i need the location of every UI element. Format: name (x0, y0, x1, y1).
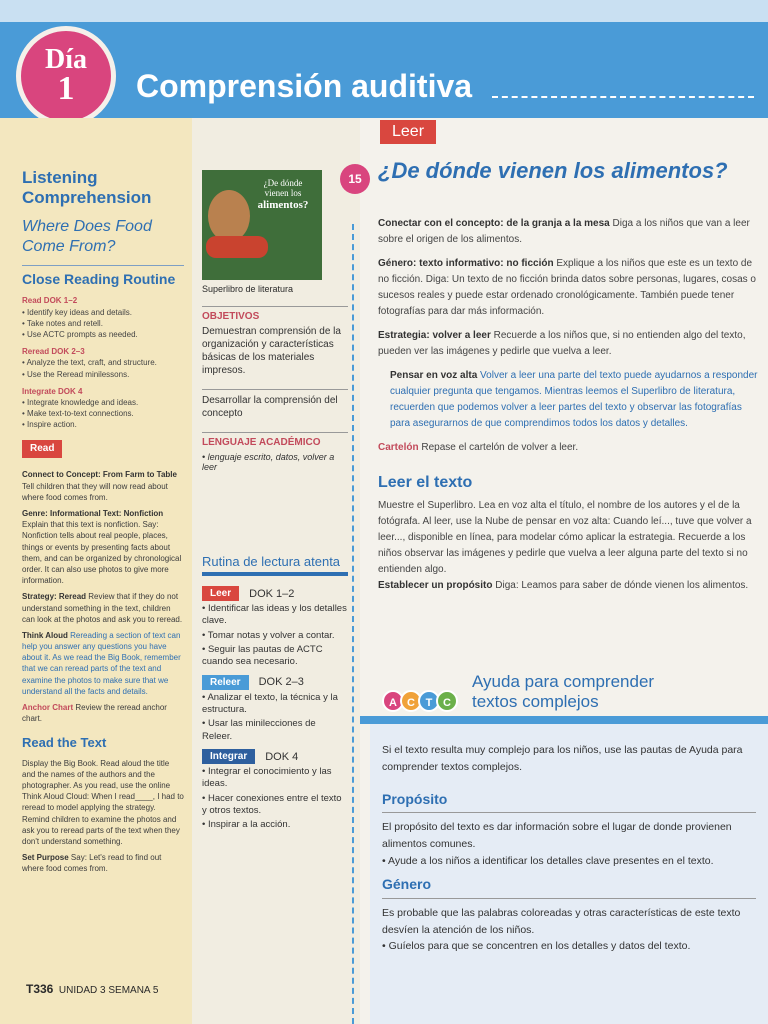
conectar-paragraph (378, 216, 760, 248)
proposito-text: El propósito del texto es dar información sobre el lugar de donde provienen alimentos comunes. (382, 820, 732, 850)
connect-label: Connect to Concept: From Farm to Table (22, 470, 177, 480)
actc-icon (382, 690, 454, 712)
day-badge (16, 26, 116, 126)
ayuda-heading (472, 672, 654, 713)
actc-letter: C (400, 690, 422, 712)
actc-band (360, 716, 768, 724)
book-cover-title-line: alimentos? (257, 198, 309, 211)
child-face (208, 190, 250, 242)
leer-item: • Tomar notas y volver a contar. (202, 629, 335, 641)
anchor-chart-paragraph (22, 702, 184, 724)
listening-heading-line-2: Comprehension (22, 188, 152, 208)
genero-text: Explique a los niños que este es un texto de no ficción. Diga: Un texto de no ficción brinda datos sobre personas, lugares, cosas o sucesos reales y puede estar ordenado cronológicamente. También puede tener fotografías para dar más información. (378, 258, 756, 317)
genre-label: Genre: Informational Text: Nonfiction (22, 509, 164, 518)
strategy-text: Review that if they do not understand something in the text, children can look at the photos and ask you to reread. (22, 592, 183, 624)
integrar-item: • Inspirar a la acción. (202, 819, 291, 831)
cartelon-label: Cartelón (378, 442, 419, 453)
objetivo-text: Demuestran comprensión de la organización y características básicas de los materiales impresos. (202, 326, 341, 376)
day-number: 1 (57, 70, 75, 108)
integrar-tag: Integrar (202, 749, 255, 764)
genero-paragraph (378, 256, 760, 320)
genero-bullet: • Guíelos para que se concentren en los detalles y datos del texto. (382, 940, 691, 953)
lesson-body (378, 208, 760, 594)
routine-read-label: Read (22, 296, 42, 306)
page-number: T336 (26, 982, 54, 996)
routine-integrate-item: • Integrate knowledge and ideas. (22, 397, 139, 407)
conectar-label: Conectar con el concepto: de la granja a la mesa (378, 218, 610, 229)
leer-el-texto-heading: Leer el texto (378, 474, 473, 491)
top-band-light (0, 0, 768, 22)
routine-reread-item: • Analyze the text, craft, and structure. (22, 358, 157, 368)
page-footer (26, 982, 158, 996)
anchor-chart-label: Anchor Chart (22, 703, 74, 712)
complex-intro: Si el texto resulta muy complejo para los niños, use las pautas de Ayuda para comprender textos complejos. (382, 744, 743, 773)
establecer-label: Establecer un propósito (378, 579, 493, 591)
divider (382, 812, 756, 813)
routine-integrate-heading (22, 386, 184, 397)
integrar-item: • Hacer conexiones entre el texto y otros textos. (202, 792, 342, 817)
proposito-bullet: • Ayude a los niños a identificar los detalles clave presentes en el texto. (382, 854, 714, 867)
releer-item: • Usar las minilecciones de Releer. (202, 718, 316, 742)
strategy-paragraph (22, 591, 184, 625)
divider (202, 432, 348, 433)
releer-item: • Analizar el texto, la técnica y la estructura. (202, 691, 338, 716)
genero-box-text: Es probable que las palabras coloreadas y otras características de este texto desvíen la atención de los niños. (382, 906, 741, 936)
leer-dok: DOK 1–2 (249, 587, 295, 600)
book-cover-title-line: ¿De dónde (263, 178, 303, 188)
objetivo-text: Desarrollar la comprensión del concepto (202, 395, 338, 419)
book-cover-title-line: vienen los (264, 188, 302, 199)
english-column (0, 118, 192, 1024)
conectar-text: Diga a los niños que van a leer sobre el origen de los alimentos. (378, 218, 750, 245)
book-cover-image (202, 170, 322, 280)
rutina-title: Rutina de lectura atenta (202, 554, 341, 569)
routine-read-item: • Use ACTC prompts as needed. (22, 329, 138, 339)
pensar-text: Volver a leer una parte del texto puede ayudarnos a responder cualquier pregunta que tengamos. Mientras leemos el Superlibro de literatura, recuerden que podemos volver a leer partes del texto y observar las fotografías para asegurarnos de que comprendimos todos los datos y detalles. (390, 370, 758, 429)
proposito-heading: Propósito (382, 790, 448, 807)
rutina-bar (202, 572, 348, 576)
routine-reread-dok: DOK 2–3 (51, 347, 85, 357)
read-tag: Read (22, 440, 62, 458)
routine-integrate-dok: DOK 4 (58, 386, 83, 396)
releer-tag: Releer (202, 675, 249, 690)
pensar-label: Pensar en voz alta (390, 370, 478, 381)
estrategia-text: Recuerde a los niños que, si no entienden algo del texto, pueden ver las imágenes y pedirle que vuelva a leer. (378, 330, 746, 357)
listening-heading (22, 168, 184, 209)
leer-tab: Leer (380, 120, 436, 144)
leer-tag: Leer (202, 586, 239, 601)
routine-integrate-label: Integrate (22, 386, 56, 396)
book-title-en (22, 217, 184, 257)
genre-paragraph (22, 508, 184, 586)
divider (202, 389, 348, 390)
section-title: ¿De dónde vienen los alimentos? (378, 158, 728, 183)
routine-integrate-item: • Make text-to-text connections. (22, 409, 134, 419)
objetivos-heading: OBJETIVOS (202, 311, 260, 322)
anchor-chart-text: Review the reread anchor chart. (22, 703, 167, 724)
routine-read-item: • Identify key ideas and details. (22, 307, 132, 317)
cartelon-text: Repase el cartelón de volver a leer. (421, 442, 579, 453)
routine-read-item: • Take notes and retell. (22, 318, 103, 328)
ayuda-heading-line: Ayuda para comprender (472, 672, 655, 691)
set-purpose-label: Set Purpose (22, 853, 69, 863)
book-title-en-line-1: Where Does Food (22, 217, 152, 235)
divider (22, 265, 184, 266)
actc-letter: A (382, 690, 404, 712)
releer-dok: DOK 2–3 (258, 676, 304, 689)
routine-reread-label: Reread (22, 347, 50, 357)
food-item (206, 236, 268, 258)
ayuda-heading-line: textos complejos (472, 692, 599, 712)
book-title-en-line-2: Come From? (22, 237, 116, 255)
connect-text: Tell children that they will now read about where food comes from. (22, 481, 168, 502)
lenguaje-heading: LENGUAJE ACADÉMICO (202, 437, 321, 448)
cartelon-paragraph (378, 440, 760, 456)
leer-el-texto-paragraph: Muestre el Superlibro. Lea en voz alta el título, el nombre de los autores y el de la fotógrafa. Al leer, use la Nube de pensar en voz alta: Cuando leí..., tuve que volver a leer..., disponible en línea, para modelar cómo aplicar la estrategia. Recuerde a los niños observar las imágenes y pedirle que vuelva a leer alguna parte del texto si no entienden algo. (378, 499, 752, 575)
integrar-item: • Integrar el conocimiento y las ideas. (202, 766, 332, 790)
think-aloud-paragraph (22, 630, 184, 697)
book-caption: Superlibro de literatura (202, 284, 294, 294)
pensar-paragraph (378, 368, 760, 432)
column-dashed-divider (352, 224, 354, 1024)
actc-letter: C (436, 690, 458, 712)
divider (202, 306, 348, 307)
routine-title: Close Reading Routine (22, 270, 176, 287)
leer-row (202, 586, 348, 601)
genre-text: Explain that this text is nonfiction. Say: Nonfiction tells about real people, places, things or events by presenting facts about them, and can be organized by chronological order. It can also use photos to give more information. (22, 520, 182, 586)
think-aloud-text: Rereading a section of text can help you answer any questions you have about it. As we read the Big Book, remember that we can reread parts of the text and examine the photos to make sure that we understand all the facts and details. (22, 630, 181, 696)
routine-reread-heading (22, 346, 184, 357)
minutes-badge: 15 (340, 164, 370, 194)
read-the-text-paragraph: Display the Big Book. Read aloud the title and the names of the authors and the photographer. As you read, use the online Think Aloud Cloud: When I read____, I had to reread to model applying the strategy. Remind children to examine the photos and ask you to reread parts of the text when they don't understand something. (22, 758, 184, 846)
integrar-row (202, 749, 348, 764)
title-dashed-rule (492, 96, 754, 98)
releer-row (202, 675, 348, 690)
lenguaje-list: • lenguaje escrito, datos, volver a leer (202, 452, 335, 472)
routine-reread-item: • Use the Reread minilessons. (22, 369, 130, 379)
unit-label: UNIDAD 3 SEMANA 5 (58, 985, 159, 996)
page-title: Comprensión auditiva (136, 68, 473, 104)
book-cover-title (248, 178, 318, 211)
genero-heading: Género (382, 876, 432, 893)
day-label: Día (45, 43, 87, 75)
integrar-dok: DOK 4 (265, 750, 299, 763)
think-aloud-label: Think Aloud (22, 630, 68, 640)
actc-letter: T (418, 690, 440, 712)
complex-text-box (370, 724, 768, 1024)
leer-item: • Identificar las ideas y los detalles clave. (202, 603, 347, 627)
set-purpose-text: Say: Let's read to find out where food comes from. (22, 853, 162, 874)
routine-read-heading (22, 295, 184, 306)
connect-paragraph (22, 469, 184, 503)
listening-heading-line-1: Listening (22, 168, 98, 187)
routine-integrate-item: • Inspire action. (22, 420, 77, 430)
estrategia-label: Estrategia: volver a leer (378, 330, 491, 341)
establecer-text: Diga: Leamos para saber de dónde vienen los alimentos. (495, 579, 749, 591)
strategy-label: Strategy: Reread (22, 592, 87, 602)
proposito-paragraph (378, 578, 760, 594)
estrategia-paragraph (378, 328, 760, 360)
leer-item: • Seguir las pautas de ACTC cuando sea necesario. (202, 644, 323, 668)
sidebar-column (192, 118, 360, 1024)
set-purpose-paragraph (22, 852, 184, 874)
divider (382, 898, 756, 899)
genero-label: Género: texto informativo: no ficción (378, 258, 554, 269)
routine-read-dok: DOK 1–2 (43, 296, 78, 306)
read-the-text-heading: Read the Text (22, 735, 107, 751)
